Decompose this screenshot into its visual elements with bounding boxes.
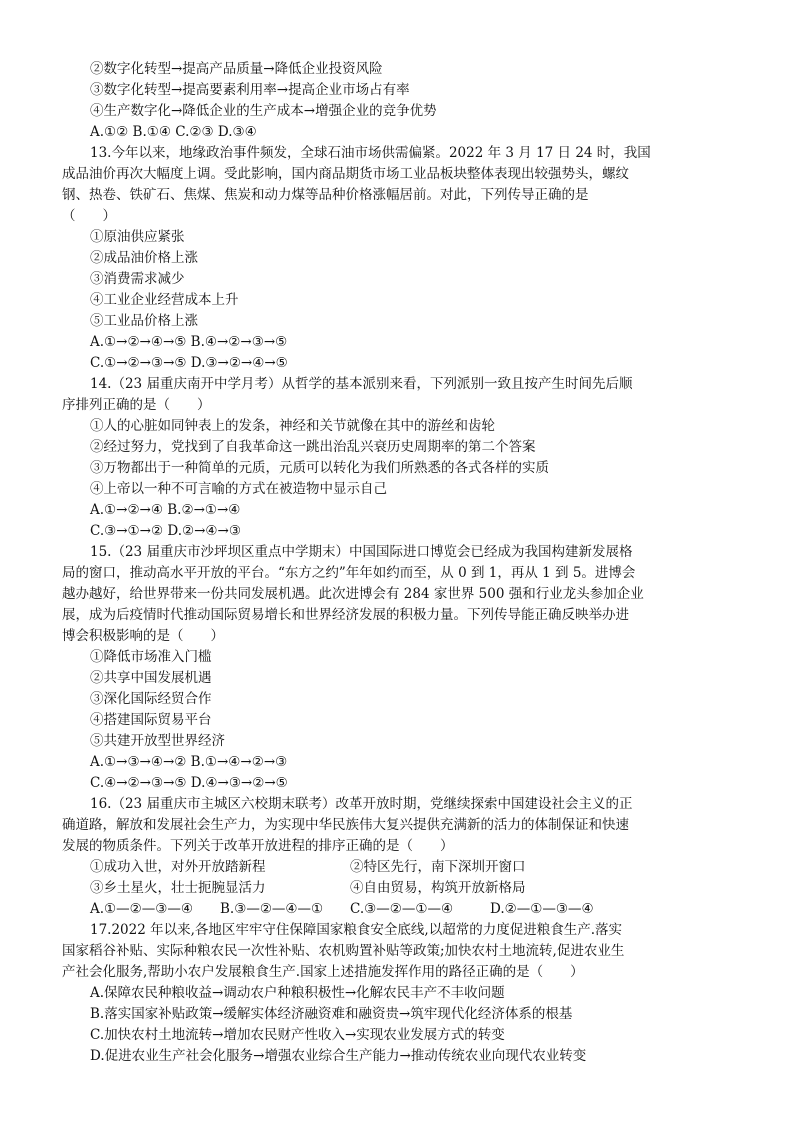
q12-item-2: ②数字化转型→提高产品质量→降低企业投资风险 (90, 61, 383, 77)
q13-item-2: ②成品油价格上涨 (90, 250, 198, 266)
q16-items-row-2 (62, 878, 738, 899)
q13-stem-line-1: 13.今年以来，地缘政治事件频发，全球石油市场供需偏紧。2022 年 3 月 17 日 24 时，我国 (90, 145, 651, 161)
q14-item-3: ③万物都出于一种简单的元质，元质可以转化为我们所熟悉的各式各样的实质 (90, 460, 549, 476)
q15-options-ab: A.①→③→④→② B.①→④→②→③ (90, 754, 288, 770)
q13-options-ab: A.①→②→④→⑤ B.④→②→③→⑤ (90, 334, 288, 350)
q16-stem-line-1: 16.（23 届重庆市主城区六校期末联考）改革开放时期，党继续探索中国建设社会主义的正 (90, 796, 633, 812)
q13-item-5: ⑤工业品价格上涨 (90, 313, 198, 329)
q14-stem-line-2: 序排列正确的是（ ） (62, 397, 211, 413)
q17-stem-line-1: 17.2022 年以来,各地区牢牢守住保障国家粮食安全底线,以超常的力度促进粮食生产.落实 (90, 922, 622, 938)
q13-options-cd: C.①→②→③→⑤ D.③→②→④→⑤ (90, 355, 288, 371)
question-15 (62, 542, 738, 794)
q12-item-3: ③数字化转型→提高要素利用率→提高企业市场占有率 (90, 82, 410, 98)
q16-item-1: ①成功入世，对外开放踏新程 (90, 859, 266, 875)
q16-stem-line-3: 发展的物质条件。下列关于改革开放进程的排序正确的是（ ） (62, 838, 454, 854)
q16-option-a: A.①—②—③—④ (90, 901, 193, 917)
q16-option-d: D.②—①—③—④ (490, 901, 594, 917)
question-14 (62, 374, 738, 542)
q17-stem-line-2: 国家稻谷补贴、实际种粮农民一次性补贴、农机购置补贴等政策;加快农村土地流转,促进农业生 (62, 943, 625, 959)
q17-option-c: C.加快农村土地流转→增加农民财产性收入→实现农业发展方式的转变 (90, 1027, 505, 1043)
q17-stem-line-3: 产社会化服务,帮助小农户发展粮食生产.国家上述措施发挥作用的路径正确的是（ ） (62, 964, 584, 980)
q14-item-2: ②经过努力，党找到了自我革命这一跳出治乱兴衰历史周期率的第二个答案 (90, 439, 536, 455)
q14-item-1: ①人的心脏如同钟表上的发条，神经和关节就像在其中的游丝和齿轮 (90, 418, 495, 434)
q15-item-2: ②共享中国发展机遇 (90, 670, 212, 686)
q12-item-4: ④生产数字化→降低企业的生产成本→增强企业的竞争优势 (90, 103, 437, 119)
q16-item-3: ③乡土星火，壮士扼腕显活力 (90, 880, 266, 896)
q14-options-cd: C.③→①→② D.②→④→③ (90, 523, 241, 539)
q12-options: A.①② B.①④ C.②③ D.③④ (90, 124, 257, 140)
question-16 (62, 794, 738, 920)
q15-stem-line-5: 博会积极影响的是（ ） (62, 628, 224, 644)
q15-stem-line-1: 15.（23 届重庆市沙坪坝区重点中学期末）中国国际进口博览会已经成为我国构建新发展格 (90, 544, 633, 560)
q17-option-a: A.保障农民种粮收益→调动农户种粮积极性→化解农民丰产不丰收问题 (90, 985, 505, 1001)
q14-stem-line-1: 14.（23 届重庆南开中学月考）从哲学的基本派别来看，下列派别一致且按产生时间先后顺 (90, 376, 633, 392)
q15-options-cd: C.④→②→③→⑤ D.④→③→②→⑤ (90, 775, 288, 791)
q14-item-4: ④上帝以一种不可言喻的方式在被造物中显示自己 (90, 481, 387, 497)
q13-item-4: ④工业企业经营成本上升 (90, 292, 239, 308)
q15-stem-line-2: 局的窗口，推动高水平开放的平台。“东方之约”年年如约而至，从 0 到 1，再从 1 到 5。进博会 (62, 565, 636, 581)
q16-options (62, 899, 738, 920)
q14-options-ab: A.①→②→④ B.②→①→④ (90, 502, 241, 518)
q17-option-d: D.促进农业生产社会化服务→增强农业综合生产能力→推动传统农业向现代农业转变 (90, 1048, 587, 1064)
q16-option-c: C.③—②—①—④ (350, 901, 454, 917)
q13-item-3: ③消费需求减少 (90, 271, 185, 287)
q17-option-b: B.落实国家补贴政策→缓解实体经济融资难和融资贵→筑牢现代化经济体系的根基 (90, 1006, 573, 1022)
q15-stem-line-3: 越办越好，给世界带来一份共同发展机遇。此次进博会有 284 家世界 500 强和行业龙头参加企业 (62, 586, 644, 602)
question-17 (62, 920, 738, 1067)
q16-option-b: B.③—②—④—① (220, 901, 324, 917)
q13-stem-line-3: 钢、热卷、铁矿石、焦煤、焦炭和动力煤等品种价格涨幅居前。对此，下列传导正确的是 (62, 187, 589, 203)
q13-item-1: ①原油供应紧张 (90, 229, 185, 245)
question-12-tail (62, 59, 738, 143)
q15-stem-line-4: 展，成为后疫情时代推动国际贸易增长和世界经济发展的积极力量。下列传导能正确反映举办进 (62, 607, 629, 623)
q15-item-4: ④搭建国际贸易平台 (90, 712, 212, 728)
exam-page (62, 59, 738, 1067)
q13-stem-line-2: 成品油价再次大幅度上调。受此影响，国内商品期货市场工业品板块整体表现出较强势头，螺纹 (62, 166, 629, 182)
q16-item-2: ②特区先行，南下深圳开窗口 (350, 859, 526, 875)
q16-items-row-1 (62, 857, 738, 878)
q16-item-4: ④自由贸易，构筑开放新格局 (350, 880, 526, 896)
q15-item-1: ①降低市场准入门槛 (90, 649, 212, 665)
q13-answer-blank: （ ） (62, 208, 116, 224)
question-13 (62, 143, 738, 374)
q15-item-3: ③深化国际经贸合作 (90, 691, 212, 707)
q16-stem-line-2: 确道路，解放和发展社会生产力，为实现中华民族伟大复兴提供充满新的活力的体制保证和快速 (62, 817, 629, 833)
q15-item-5: ⑤共建开放型世界经济 (90, 733, 225, 749)
